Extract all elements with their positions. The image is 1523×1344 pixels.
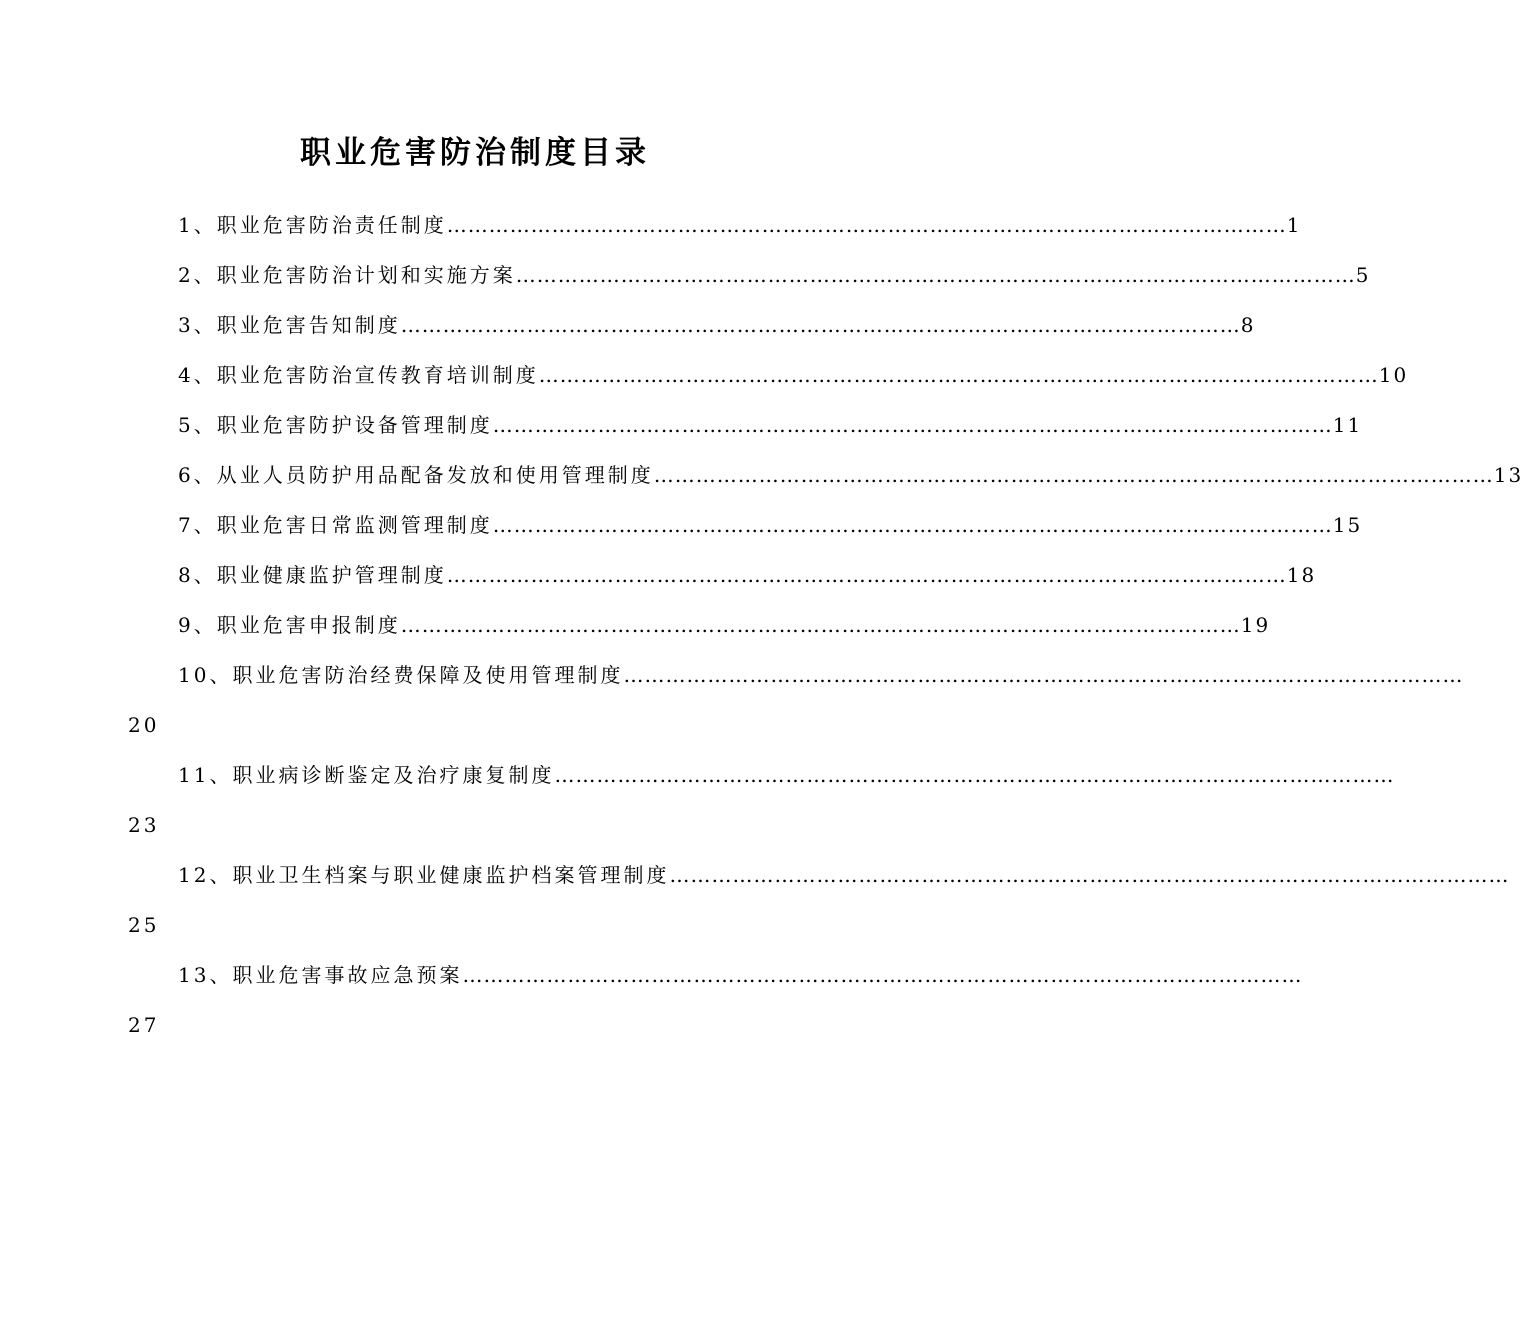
toc-leader-dots: ………………………………………………………………………………………………………… bbox=[538, 363, 1379, 387]
toc-leader-dots: ………………………………………………………………………………………………………… bbox=[623, 663, 1464, 687]
toc-entry[interactable] bbox=[178, 250, 1371, 300]
toc-leader-dots: ………………………………………………………………………………………………………… bbox=[492, 413, 1333, 437]
toc-entry-title: 4、职业危害防治宣传教育培训制度 bbox=[178, 363, 539, 387]
toc-entry[interactable] bbox=[178, 400, 1363, 450]
toc-page-number: 27 bbox=[128, 1013, 160, 1037]
toc-leader-dots: ………………………………………………………………………………………………………… bbox=[400, 313, 1241, 337]
toc-leader-dots: ………………………………………………………………………………………………………… bbox=[653, 463, 1494, 487]
toc-page-number: 25 bbox=[128, 913, 160, 937]
toc-entry[interactable] bbox=[178, 850, 1510, 900]
toc-entry[interactable] bbox=[178, 950, 1303, 1000]
toc-entry-title: 9、职业危害申报制度 bbox=[178, 613, 401, 637]
toc-page-number: 10 bbox=[1378, 363, 1409, 387]
toc-entry[interactable] bbox=[178, 200, 1302, 250]
toc-leader-dots: ………………………………………………………………………………………………………… bbox=[446, 213, 1287, 237]
toc-entry-title: 10、职业危害防治经费保障及使用管理制度 bbox=[178, 663, 624, 687]
toc-leader-dots: ………………………………………………………………………………………………………… bbox=[515, 263, 1356, 287]
toc-page-number: 13 bbox=[1493, 463, 1523, 487]
toc-entry-title: 11、职业病诊断鉴定及治疗康复制度 bbox=[178, 763, 555, 787]
toc-page-number: 20 bbox=[128, 713, 160, 737]
toc-page-number: 19 bbox=[1240, 613, 1271, 637]
toc-entry[interactable] bbox=[178, 350, 1409, 400]
toc-entry[interactable] bbox=[178, 750, 1395, 800]
toc-entry[interactable] bbox=[178, 600, 1271, 650]
toc-page-number: 11 bbox=[1332, 413, 1363, 437]
toc-entry[interactable] bbox=[178, 650, 1464, 700]
toc-entry-title: 12、职业卫生档案与职业健康监护档案管理制度 bbox=[178, 863, 670, 887]
toc-entry[interactable] bbox=[178, 500, 1363, 550]
toc-leader-dots: ………………………………………………………………………………………………………… bbox=[669, 863, 1510, 887]
toc-entry-title: 8、职业健康监护管理制度 bbox=[178, 563, 447, 587]
toc-entry[interactable] bbox=[178, 300, 1256, 350]
toc-entry-title: 2、职业危害防治计划和实施方案 bbox=[178, 263, 516, 287]
toc-entry-title: 13、职业危害事故应急预案 bbox=[178, 963, 463, 987]
toc-leader-dots: ………………………………………………………………………………………………………… bbox=[400, 613, 1241, 637]
toc-entry-title: 6、从业人员防护用品配备发放和使用管理制度 bbox=[178, 463, 654, 487]
toc-page-number: 1 bbox=[1286, 213, 1302, 237]
toc-entry[interactable] bbox=[178, 550, 1317, 600]
toc-entry-title: 7、职业危害日常监测管理制度 bbox=[178, 513, 493, 537]
toc-page-number: 18 bbox=[1286, 563, 1317, 587]
toc-leader-dots: ………………………………………………………………………………………………………… bbox=[554, 763, 1395, 787]
page-title: 职业危害防治制度目录 bbox=[300, 135, 650, 171]
toc-entry-title: 5、职业危害防护设备管理制度 bbox=[178, 413, 493, 437]
toc-leader-dots: ………………………………………………………………………………………………………… bbox=[446, 563, 1287, 587]
toc-page-number: 15 bbox=[1332, 513, 1363, 537]
toc-leader-dots: ………………………………………………………………………………………………………… bbox=[492, 513, 1333, 537]
toc-entry-title: 3、职业危害告知制度 bbox=[178, 313, 401, 337]
toc-leader-dots: ………………………………………………………………………………………………………… bbox=[462, 963, 1303, 987]
toc-entry[interactable] bbox=[178, 450, 1523, 500]
toc-entry-title: 1、职业危害防治责任制度 bbox=[178, 213, 447, 237]
toc-page-number: 23 bbox=[128, 813, 160, 837]
toc-page-number: 8 bbox=[1240, 313, 1256, 337]
toc-page-number: 5 bbox=[1355, 263, 1371, 287]
